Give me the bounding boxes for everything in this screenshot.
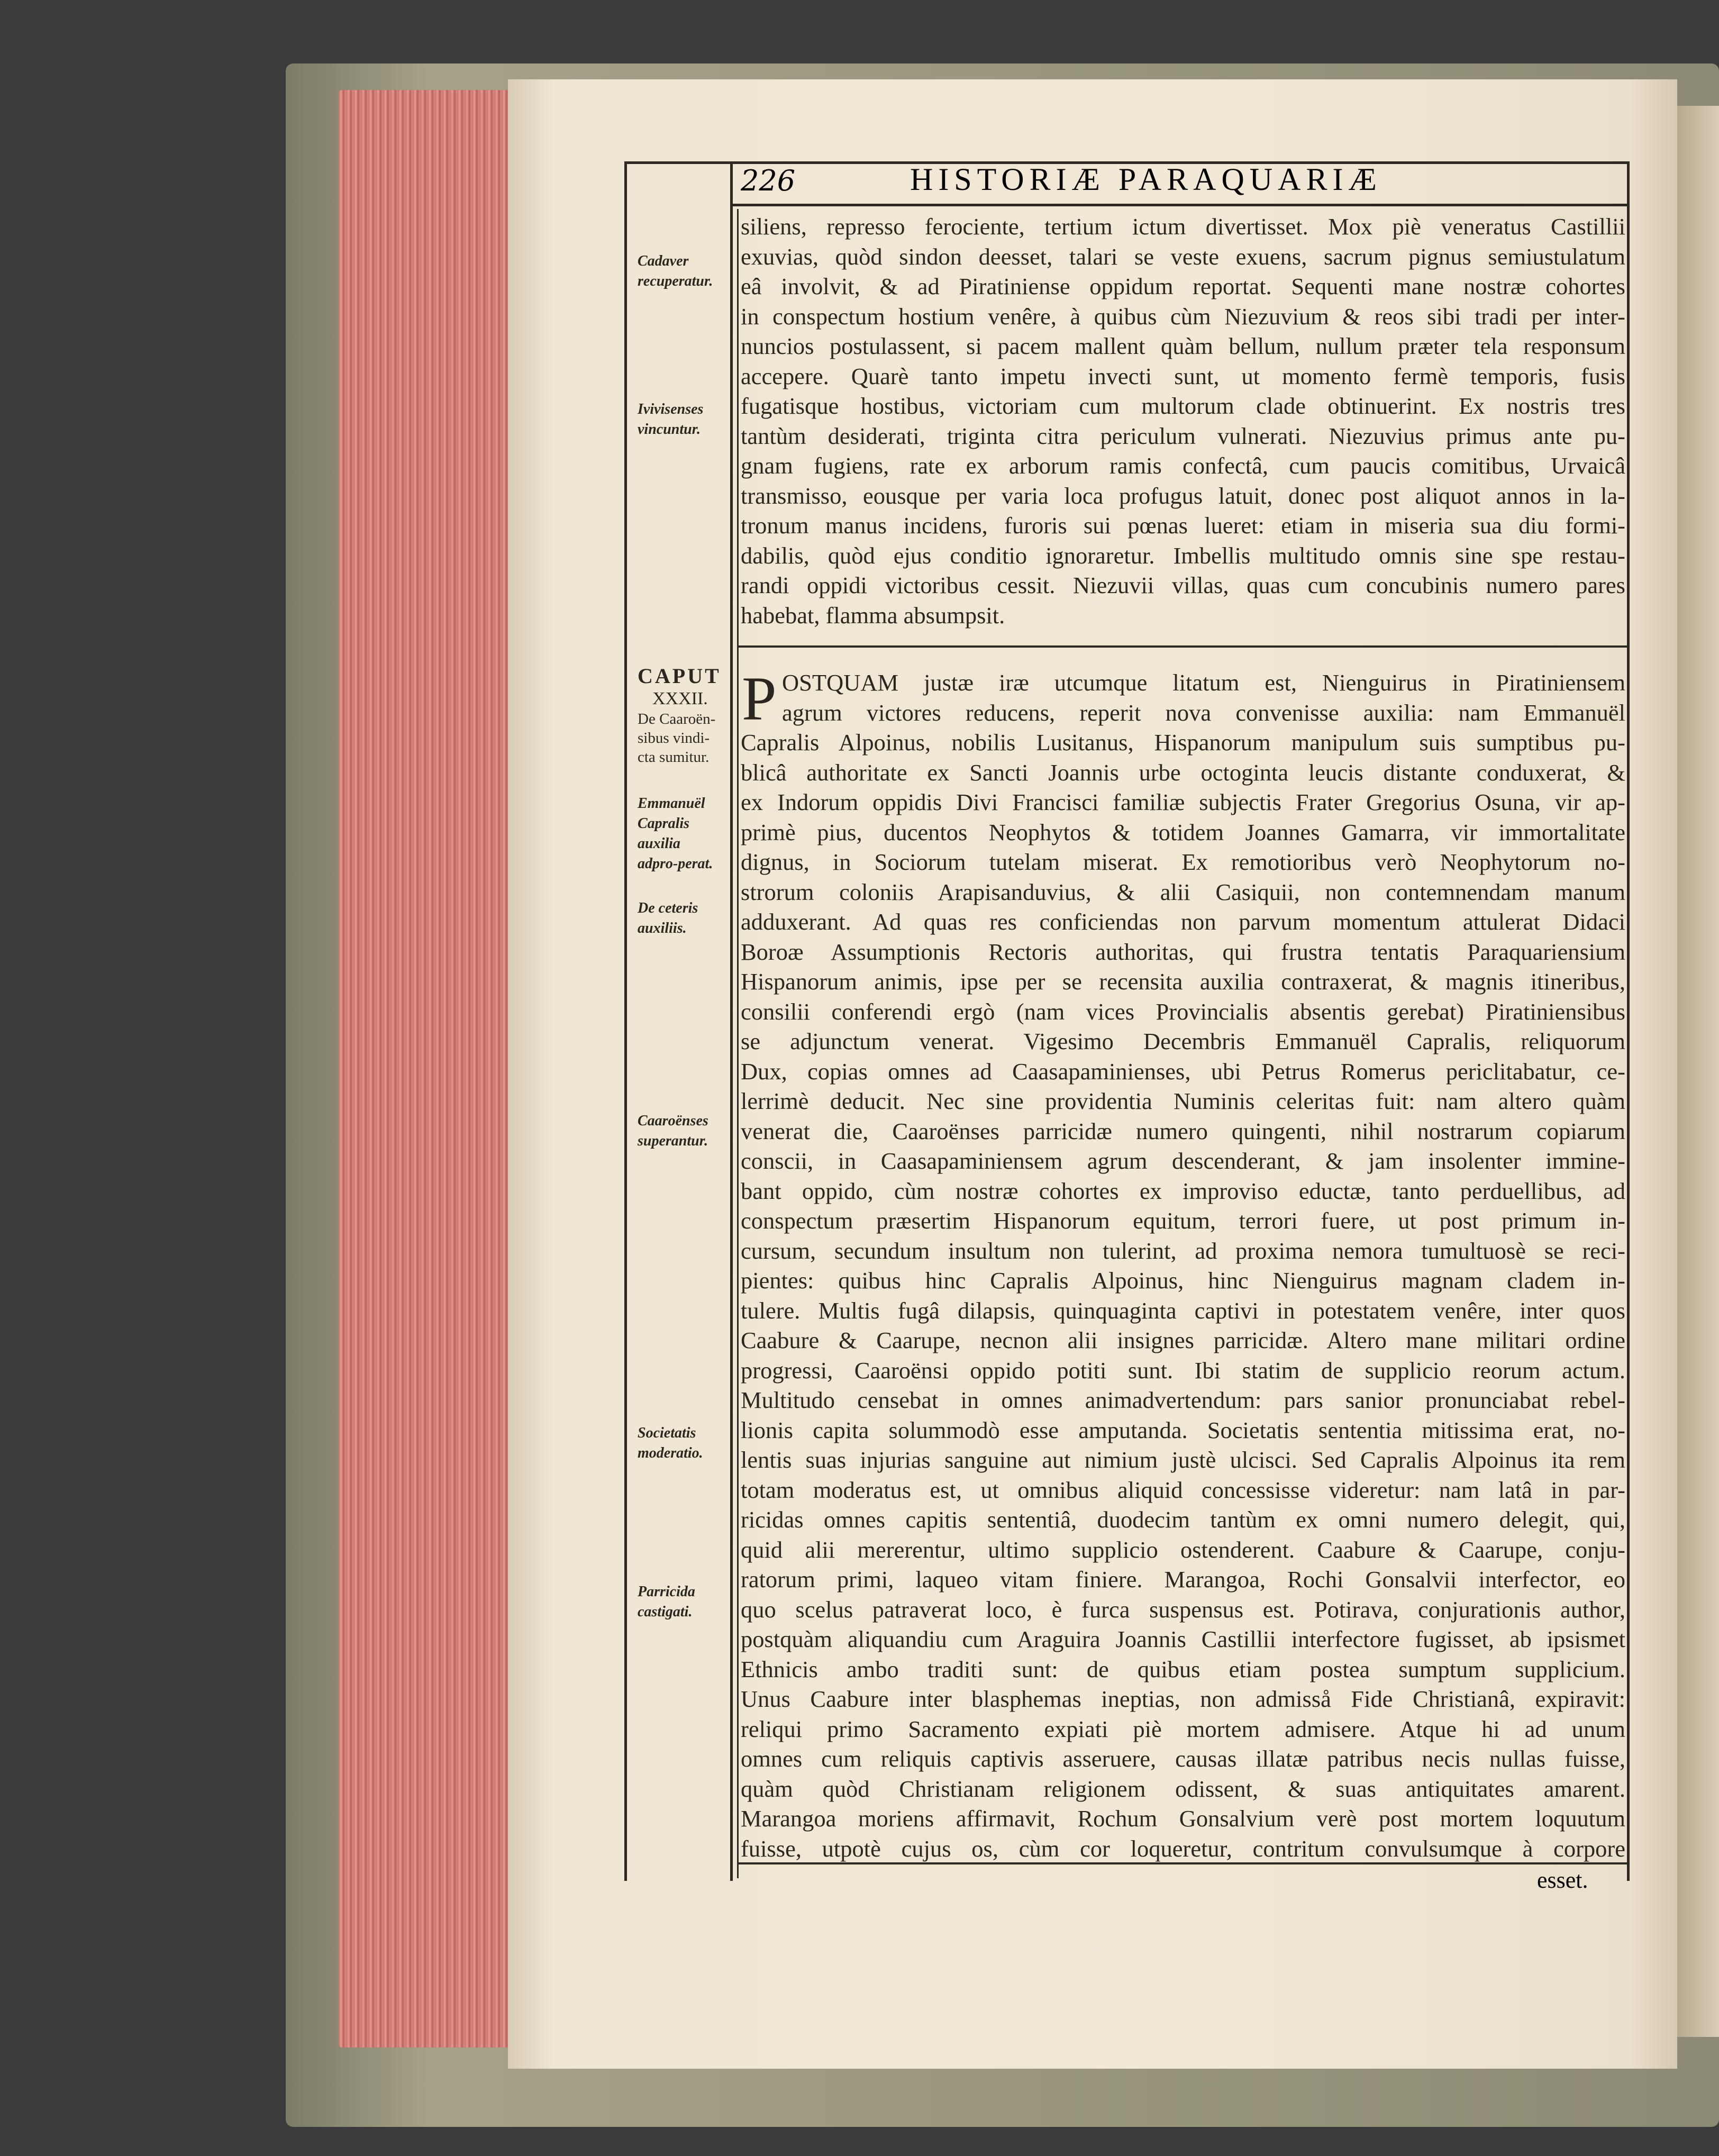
- section-rule: [738, 645, 1627, 648]
- text-line: cursum, secundum insultum non tulerint, ad proxima nemora tumultuosè se reci-: [741, 1237, 1625, 1264]
- text-line: Marangoa moriens affirmavit, Rochum Gonsalvium verè post mortem loquutum: [741, 1805, 1625, 1832]
- paragraph-2: [741, 698, 1625, 1864]
- text-line: Hispanorum animis, ipse per se recensita auxilia contraxerat, & magnis itineribus,: [741, 968, 1625, 995]
- margin-note-cadaver: Cadaver recuperatur.: [638, 253, 713, 289]
- chapter-heading: [638, 664, 722, 767]
- text-line: ratorum primi, laqueo vitam finiere. Marangoa, Rochi Gonsalvii interfector, eo: [741, 1566, 1625, 1593]
- text-line: totam moderatus est, ut omnibus aliquid concessisse videretur: nam latâ in par-: [741, 1476, 1625, 1503]
- text-line: dignus, in Sociorum tutelam miserat. Ex remotioribus verò Neophytorum no-: [741, 849, 1625, 875]
- text-line: accepere. Quarè tanto impetu invecti sunt, ut momento fermè temporis, fusis: [741, 362, 1625, 389]
- text-line: OSTQUAM justæ iræ utcumque litatum est, Nienguirus in Piratiniensem: [782, 669, 1625, 696]
- text-line: pientes: quibus hinc Capralis Alpoinus, hinc Nienguirus magnam cladem in-: [741, 1267, 1625, 1294]
- drop-cap: P: [742, 664, 777, 733]
- text-line: adduxerant. Ad quas res conficiendas non parvum momentum attulerat Didaci: [741, 908, 1625, 935]
- text-line: transmisso, eousque per varia loca profugus latuit, donec post aliquot annos in la-: [741, 482, 1625, 509]
- text-line: habebat, flamma absumpsit.: [741, 602, 1005, 629]
- text-line: Capralis Alpoinus, nobilis Lusitanus, Hispanorum manipulum suis sumptibus pu-: [741, 729, 1625, 756]
- text-line: Caabure & Caarupe, necnon alii insignes parricidæ. Altero mane militari ordine: [741, 1327, 1625, 1353]
- text-line: Boroæ Assumptionis Rectoris authoritas, qui frustra tentatis Paraquariensium: [741, 938, 1625, 965]
- text-line: exuvias, quòd sindon deesset, talari se veste exuens, sacrum pignus semiustulatum: [741, 243, 1625, 270]
- margin-note-ceteris: De ceteris auxiliis.: [638, 900, 698, 936]
- text-line: in conspectum hostium venêre, à quibus cùm Niezuvium & reos sibi tradi per inter-: [741, 303, 1625, 330]
- margin-note-parricidae: Parricida castigati.: [638, 1584, 695, 1620]
- text-line: progressi, Caaroënsi oppido potiti sunt. Ibi statim de supplicio reorum actum.: [741, 1357, 1625, 1384]
- header-rule: [730, 204, 1630, 206]
- margin-note-ivivisenses: Ivivisenses vincuntur.: [638, 401, 704, 438]
- text-line: fuisse, utpotè cujus os, cùm cor loqueretur, contritum convulsumque à corpore: [741, 1835, 1625, 1862]
- text-line: agrum victores reducens, reperit nova convenisse auxilia: nam Emmanuël: [782, 699, 1625, 726]
- text-line: tantùm desiderati, triginta citra periculum vulnerati. Niezuvius primus ante pu-: [741, 422, 1625, 449]
- text-line: quàm quòd Christianam religionem odissent, & suas antiquitates amarent.: [741, 1775, 1625, 1802]
- text-line: lentis suas injurias sanguine aut nimium justè ulcisci. Sed Capralis Alpoinus ita rem: [741, 1447, 1625, 1473]
- outer-left-rule: [624, 161, 627, 1881]
- text-line: venerat die, Caaroënses parricidæ numero quingenti, nihil nostrarum copiarum: [741, 1117, 1625, 1144]
- outer-right-rule: [1627, 161, 1630, 1881]
- text-line: omnes cum reliquis captivis asseruere, causas illatæ patribus necis nullas fuisse,: [741, 1745, 1625, 1772]
- text-line: se adjunctum venerat. Vigesimo Decembris Emmanuël Capralis, reliquorum: [741, 1028, 1625, 1054]
- text-line: siliens, represso ferociente, tertium ictum divertisset. Mox piè veneratus Castillii: [741, 213, 1625, 240]
- margin-note-caaroenses: Caaroënses superantur.: [638, 1113, 708, 1149]
- text-line: reliqui primo Sacramento expiati piè mortem admisere. Atque hi ad unum: [741, 1715, 1625, 1742]
- text-line: nuncios postulassent, si pacem mallent quàm bellum, nullum præter tela responsum: [741, 333, 1625, 359]
- text-line: fugatisque hostibus, victoriam cum multorum clade obtinuerint. Ex nostris tres: [741, 393, 1625, 419]
- text-line: lerrimè deducit. Nec sine providentia Numinis celeritas fuit: nam altero quàm: [741, 1088, 1625, 1114]
- text-line: postquàm aliquandiu cum Araguira Joannis Castillii interfectore fugisset, ab ipsismet: [741, 1626, 1625, 1652]
- text-line: quid alii mererentur, ultimo supplicio ostenderent. Caabure & Caarupe, conju-: [741, 1536, 1625, 1563]
- text-line: strorum coloniis Arapisanduvius, & alii Casiquii, non contemnendam manum: [741, 878, 1625, 905]
- page-number: 226: [741, 164, 796, 197]
- catchword: esset.: [1537, 1867, 1588, 1893]
- facing-page-edge: [1677, 106, 1719, 2037]
- text-line: lionis capita solummodò esse amputanda. Societatis sententia mitissima erat, no-: [741, 1416, 1625, 1443]
- text-line: conspectum præsertim Hispanorum equitum, terrori fuere, ut post primum in-: [741, 1207, 1625, 1234]
- text-line: tronum manus incidens, furoris sui pœnas lueret: etiam in miseria sua diu formi-: [741, 512, 1625, 539]
- text-line: conscii, in Caasapaminiensem agrum descenderant, & jam insolenter immine-: [741, 1148, 1625, 1174]
- text-line: dabilis, quòd ejus conditio ignoraretur. Imbellis multitudo omnis sine spe restau-: [741, 542, 1625, 569]
- caput-label: CAPUT: [638, 664, 721, 688]
- text-line: Unus Caabure inter blasphemas ineptias, non admisså Fide Christianâ, expiravit:: [741, 1686, 1625, 1712]
- inner-text-rule: [737, 209, 739, 1878]
- caput-number: XXXII.: [652, 689, 708, 708]
- text-line: quo scelus patraverat loco, è furca suspensus est. Potirava, conjurationis author,: [741, 1596, 1625, 1623]
- text-line: blicâ authoritate ex Sancti Joannis urbe octoginta leucis distante conduxerat, &: [741, 759, 1625, 786]
- text-line: gnam fugiens, rate ex arborum ramis confectâ, cum paucis comitibus, Urvaicâ: [741, 452, 1625, 479]
- page-edges: [339, 90, 508, 2048]
- margin-note-emmanuel: Emmanuël Capralis auxilia adpro-perat.: [638, 795, 713, 872]
- running-title: HISTORIÆ PARAQUARIÆ: [910, 162, 1382, 197]
- paragraph-1: [741, 212, 1625, 630]
- text-line: ex Indorum oppidis Divi Francisci familiæ subjectis Frater Gregorius Osuna, vir ap-: [741, 789, 1625, 815]
- margin-note-societatis: Societatis moderatio.: [638, 1425, 703, 1461]
- text-line: Ethnicis ambo traditi sunt: de quibus etiam postea sumptum supplicium.: [741, 1655, 1625, 1682]
- paragraph-2-first-line: [782, 668, 1625, 698]
- caput-summary: De Caaroën-sibus vindi-cta sumitur.: [638, 711, 716, 766]
- text-line: ricidas omnes capitis sententiâ, duodecim tantùm ex omni numero delegit, qui,: [741, 1506, 1625, 1533]
- margin-column-rule: [730, 161, 733, 1881]
- text-line: tulere. Multis fugâ dilapsis, quinquaginta captivi in potestatem venêre, inter quos: [741, 1297, 1625, 1324]
- text-line: bant oppido, cùm nostræ cohortes ex improviso eductæ, tanto perduellibus, ad: [741, 1177, 1625, 1204]
- text-line: Dux, copias omnes ad Caasapaminienses, ubi Petrus Romerus periclitabatur, ce-: [741, 1058, 1625, 1085]
- text-line: Multitudo censebat in omnes animadvertendum: pars sanior pronunciabat rebel-: [741, 1387, 1625, 1413]
- text-line: eâ involvit, & ad Piratiniense oppidum reportat. Sequenti mane nostræ cohortes: [741, 273, 1625, 299]
- text-line: randi oppidi victoribus cessit. Niezuvii villas, quas cum concubinis numero pares: [741, 572, 1625, 598]
- text-line: primè pius, ducentos Neophytos & totidem Joannes Gamarra, vir immortalitate: [741, 818, 1625, 845]
- text-line: consilii conferendi ergò (nam vices Provincialis absentis gerebat) Piratiniensibus: [741, 998, 1625, 1025]
